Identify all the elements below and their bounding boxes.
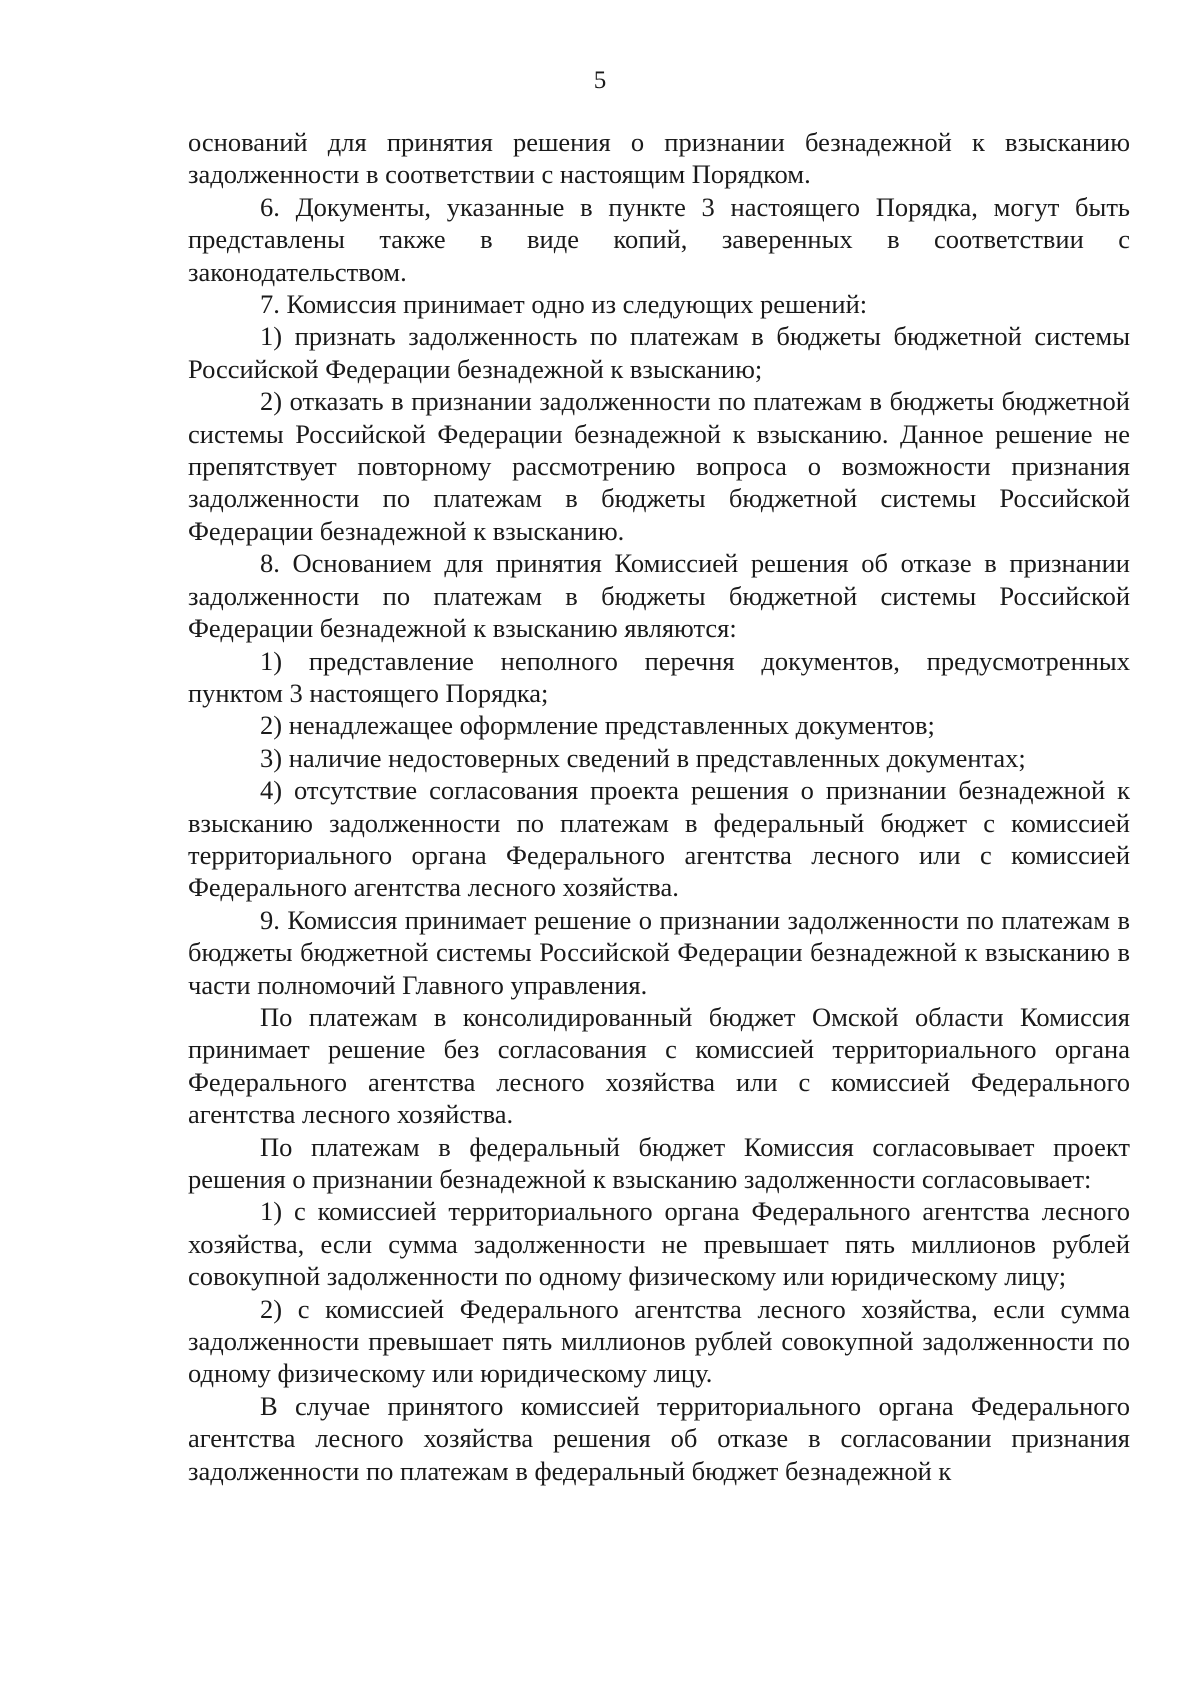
- paragraph-item-9: 9. Комиссия принимает решение о признании задолженности по платежам в бюджеты бюджетной системы Российской Федерации безнадежной к взысканию в части полномочий Главного управления.: [188, 904, 1130, 1000]
- paragraph-item-7-1: 1) признать задолженность по платежам в бюджеты бюджетной системы Российской Федерации безнадежной к взысканию;: [188, 321, 1130, 384]
- paragraph-continuation: оснований для принятия решения о признании безнадежной к взысканию задолженности в соответствии с настоящим Порядком.: [188, 127, 1130, 190]
- paragraph-federal-1: 1) с комиссией территориального органа Федерального агентства лесного хозяйства, если сумма задолженности не превышает пять миллионов рублей совокупной задолженности по одному физическому или юридическому лицу;: [188, 1196, 1130, 1292]
- paragraph-item-8-1: 1) представление неполного перечня документов, предусмотренных пунктом 3 настоящего Порядка;: [188, 645, 1130, 708]
- paragraph-item-8-3: 3) наличие недостоверных сведений в представленных документах;: [260, 742, 1026, 773]
- page-number: 5: [593, 67, 607, 94]
- paragraph-item-7: 7. Комиссия принимает одно из следующих решений:: [260, 289, 868, 320]
- paragraph-item-7-2: 2) отказать в признании задолженности по платежам в бюджеты бюджетной системы Российской Федерации безнадежной к взысканию. Данное решение не препятствует повторному рассмотрению вопроса о возможности признания задолженности по платежам в бюджеты бюджетной системы Российской Федерации безнадежной к взысканию.: [188, 386, 1130, 546]
- paragraph-refusal-case: В случае принятого комиссией территориального органа Федерального агентства лесного хозяйства решения об отказе в согласовании признания задолженности по платежам в федеральный бюджет безнадежной к: [188, 1390, 1130, 1486]
- paragraph-item-8-4: 4) отсутствие согласования проекта решения о признании безнадежной к взысканию задолженности по платежам в федеральный бюджет с комиссией территориального органа Федерального агентства лесного или с комиссией Федерального агентства лесного хозяйства.: [188, 775, 1130, 903]
- paragraph-item-8: 8. Основанием для принятия Комиссией решения об отказе в признании задолженности по платежам в бюджеты бюджетной системы Российской Федерации безнадежной к взысканию являются:: [188, 548, 1130, 644]
- document-body: [188, 126, 1130, 1487]
- paragraph-federal-2: 2) с комиссией Федерального агентства лесного хозяйства, если сумма задолженности превышает пять миллионов рублей совокупной задолженности по одному физическому или юридическому лицу.: [188, 1293, 1130, 1389]
- paragraph-item-6: 6. Документы, указанные в пункте 3 настоящего Порядка, могут быть представлены также в виде копий, заверенных в соответствии с законодательством.: [188, 191, 1130, 287]
- paragraph-federal-budget: По платежам в федеральный бюджет Комиссия согласовывает проект решения о признании безнадежной к взысканию задолженности согласовывает:: [188, 1131, 1130, 1194]
- paragraph-item-8-2: 2) ненадлежащее оформление представленных документов;: [260, 710, 935, 741]
- paragraph-regional-budget: По платежам в консолидированный бюджет Омской области Комиссия принимает решение без согласования с комиссией территориального органа Федерального агентства лесного хозяйства или с комиссией Федерального агентства лесного хозяйства.: [188, 1001, 1130, 1130]
